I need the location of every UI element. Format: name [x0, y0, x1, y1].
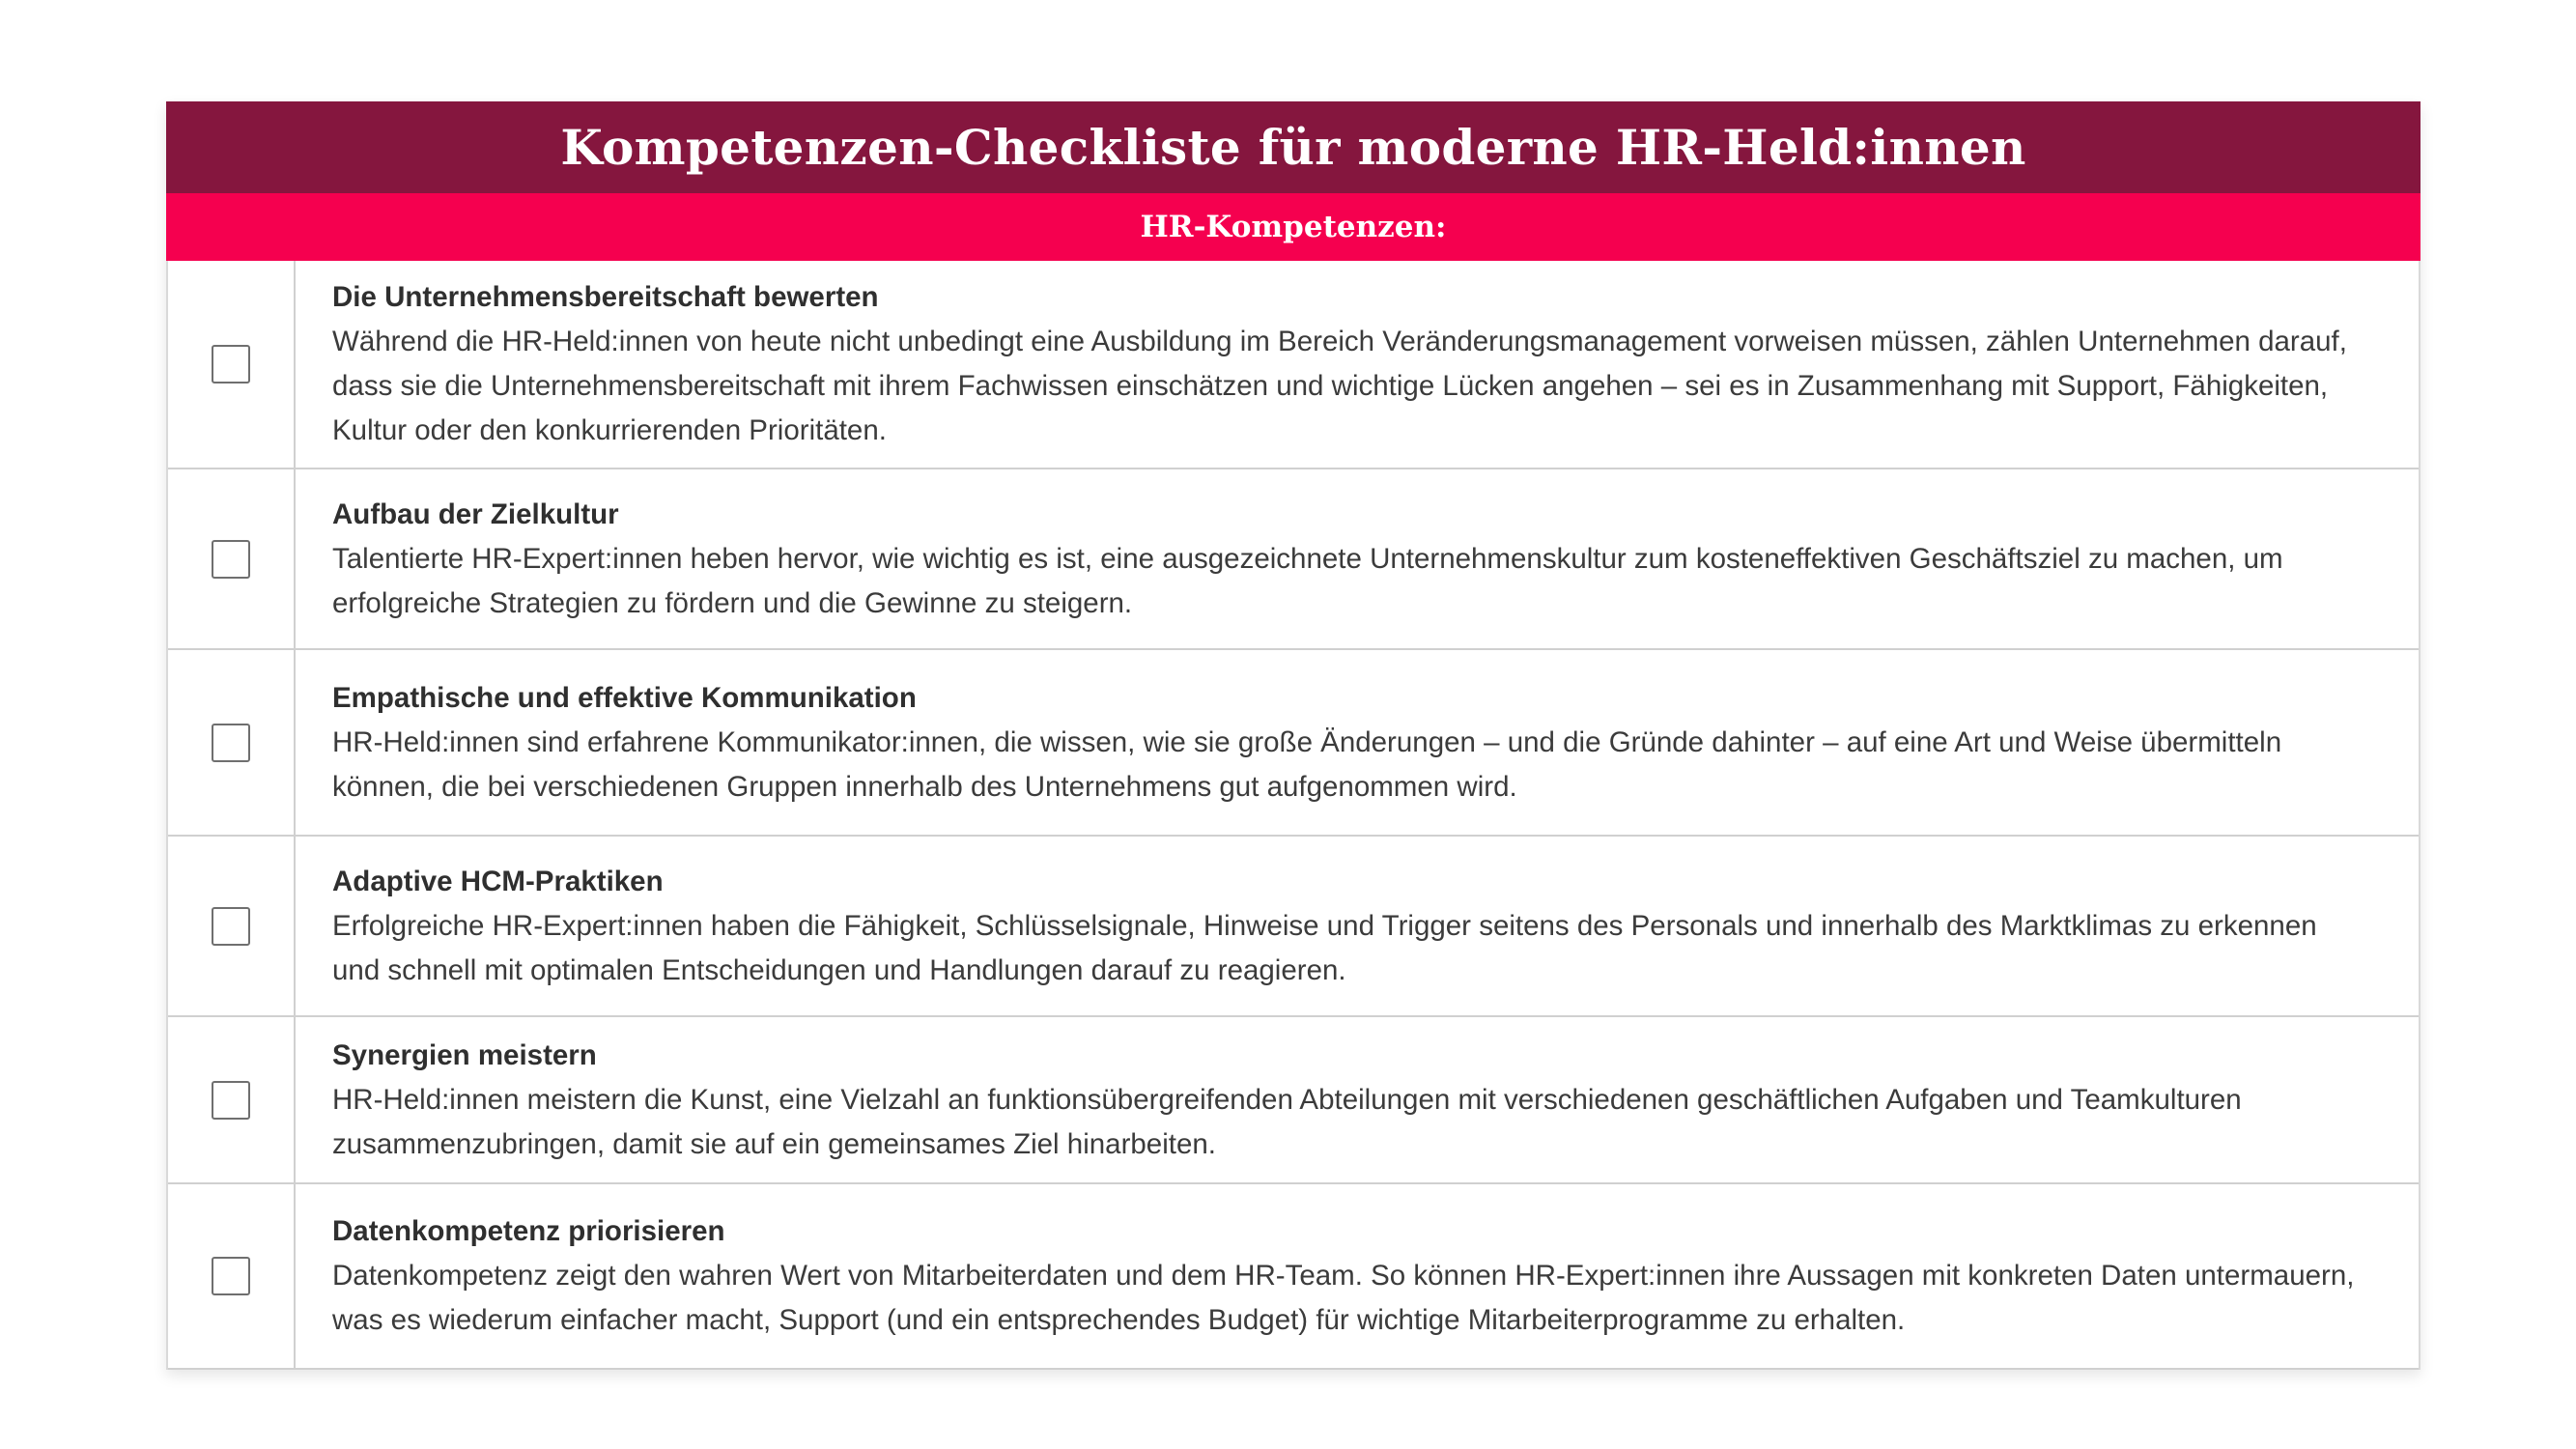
item-text	[296, 1184, 2419, 1368]
checklist-row	[168, 469, 2419, 650]
item-title: Empathische und effektive Kommunikation	[332, 681, 917, 714]
checkbox[interactable]	[212, 724, 250, 762]
item-title: Die Unternehmensbereitschaft bewerten	[332, 281, 879, 313]
item-text	[296, 837, 2419, 1015]
checklist-title-bar	[166, 101, 2420, 193]
checkbox-cell	[168, 261, 296, 468]
checkbox[interactable]	[212, 1081, 250, 1120]
checkbox[interactable]	[212, 540, 250, 579]
item-text	[296, 261, 2419, 468]
item-description: Erfolgreiche HR-Expert:innen haben die Fähigkeit, Schlüsselsignale, Hinweise und Trigger seitens des Personals und innerhalb des Marktklimas zu erkennen und schnell mit optimalen Entscheidungen und Handlungen darauf zu reagieren.	[332, 909, 2317, 986]
checklist-row	[168, 1184, 2419, 1370]
checklist-card	[166, 101, 2420, 1370]
checkbox-cell	[168, 469, 296, 648]
checklist-row	[168, 1017, 2419, 1184]
item-title: Datenkompetenz priorisieren	[332, 1215, 725, 1247]
checkbox-cell	[168, 1184, 296, 1368]
section-header-bar	[166, 193, 2420, 261]
item-description: HR-Held:innen meistern die Kunst, eine Vielzahl an funktionsübergreifenden Abteilungen mit verschiedenen geschäftlichen Aufgaben und Teamkulturen zusammenzubringen, damit sie auf ein gemeinsames Ziel hinarbeiten.	[332, 1083, 2242, 1160]
checklist-title: Kompetenzen-Checkliste für moderne HR-Held:innen	[560, 119, 2026, 176]
item-text	[296, 469, 2419, 648]
checklist-rows	[166, 261, 2420, 1370]
checklist-row	[168, 650, 2419, 837]
checklist-row	[168, 261, 2419, 469]
item-title: Aufbau der Zielkultur	[332, 497, 619, 530]
checkbox-cell	[168, 650, 296, 835]
item-text	[296, 1017, 2419, 1182]
item-title: Adaptive HCM-Praktiken	[332, 865, 664, 897]
item-description: Datenkompetenz zeigt den wahren Wert von Mitarbeiterdaten und dem HR-Team. So können HR-Expert:innen ihre Aussagen mit konkreten Daten untermauern, was es wiederum einfacher macht, Support (und ein entsprechendes Budget) für wichtige Mitarbeiterprogramme zu erhalten.	[332, 1260, 2355, 1336]
checkbox[interactable]	[212, 907, 250, 946]
checkbox[interactable]	[212, 345, 250, 384]
item-description: Talentierte HR-Expert:innen heben hervor, wie wichtig es ist, eine ausgezeichnete Unternehmenskultur zum kosteneffektiven Geschäftsziel zu machen, um erfolgreiche Strategien zu fördern und die Gewinne zu steigern.	[332, 542, 2283, 619]
checklist-row	[168, 837, 2419, 1017]
section-header: HR-Kompetenzen:	[1140, 210, 1447, 244]
checkbox-cell	[168, 837, 296, 1015]
item-description: Während die HR-Held:innen von heute nicht unbedingt eine Ausbildung im Bereich Veränderungsmanagement vorweisen müssen, zählen Unternehmen darauf, dass sie die Unternehmensbereitschaft mit ihrem Fachwissen einschätzen und wichtige Lücken angehen – sei es in Zusammenhang mit Support, Fähigkeiten, Kultur oder den konkurrierenden Prioritäten.	[332, 326, 2347, 446]
checkbox[interactable]	[212, 1257, 250, 1295]
checkbox-cell	[168, 1017, 296, 1182]
item-description: HR-Held:innen sind erfahrene Kommunikator:innen, die wissen, wie sie große Änderungen – und die Gründe dahinter – auf eine Art und Weise übermitteln können, die bei verschiedenen Gruppen innerhalb des Unternehmens gut aufgenommen wird.	[332, 725, 2282, 803]
item-text	[296, 650, 2419, 835]
item-title: Synergien meistern	[332, 1038, 597, 1071]
